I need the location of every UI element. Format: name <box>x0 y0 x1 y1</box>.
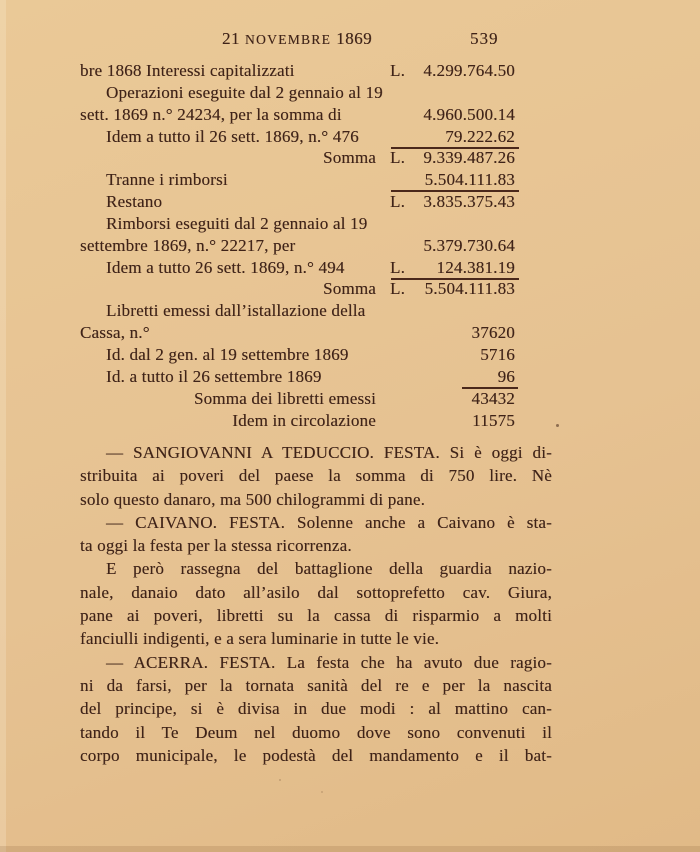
page-header-date <box>222 29 372 49</box>
ledger-label: sett. 1869 n.° 24234, per la somma di <box>80 104 342 124</box>
ledger-value <box>390 345 515 365</box>
ledger-value <box>390 127 515 147</box>
ledger <box>80 61 515 432</box>
ledger-value <box>390 236 515 256</box>
ledger-row <box>80 411 515 433</box>
currency-lire: L. <box>390 257 406 277</box>
header-day: 21 <box>222 29 240 48</box>
ledger-label: Id. a tutto il 26 settembre 1869 <box>106 366 322 386</box>
text-line: fanciulli indigenti, e a sera luminarie in tutte le vie. <box>80 629 440 649</box>
ledger-row <box>80 192 515 214</box>
ledger-value <box>390 105 515 125</box>
ledger-label: Somma <box>323 148 376 168</box>
ledger-label: Idem a tutto 26 sett. 1869, n.° 494 <box>106 257 345 277</box>
text-line: solo questo danaro, ma 500 chilogrammi di pane. <box>80 489 426 509</box>
ledger-label: bre 1868 Interessi capitalizzati <box>80 61 295 80</box>
scan-speck <box>279 779 281 781</box>
text-line: tando il Te Deum nel duomo dove sono convenuti il <box>80 722 552 742</box>
ledger-value <box>390 411 515 431</box>
ledger-amount: 5.504.111.83 <box>424 170 515 190</box>
ledger-amount: 37620 <box>471 323 515 343</box>
ledger-amount: 4.960.500.14 <box>423 104 515 124</box>
ledger-amount: 9.339.487.26 <box>423 148 515 168</box>
ledger-row <box>80 258 515 280</box>
ledger-label: Restano <box>106 192 163 212</box>
text-line: del principe, si è divisa in due modi : al mattino can- <box>80 699 552 719</box>
ledger-amount: 3.835.375.43 <box>423 192 515 212</box>
ledger-row <box>80 105 515 127</box>
ledger-row <box>80 61 515 83</box>
ledger-row <box>80 389 515 411</box>
currency-lire: L. <box>390 279 406 299</box>
ledger-label: Operazioni eseguite dal 2 gennaio al 19 <box>106 82 383 102</box>
page-number: 539 <box>470 29 499 48</box>
ledger-label: settembre 1869, n.° 22217, per <box>80 235 296 255</box>
ledger-label: Idem a tutto il 26 sett. 1869, n.° 476 <box>106 126 359 146</box>
ledger-amount: 5.379.730.64 <box>423 235 515 255</box>
ledger-value <box>390 170 515 190</box>
scan-speck <box>556 424 559 427</box>
ledger-row <box>80 170 515 192</box>
currency-lire: L. <box>390 148 406 168</box>
header-month: NOVEMBRE <box>245 32 332 47</box>
ledger-label: Idem in circolazione <box>232 410 376 430</box>
ledger-value <box>390 61 515 81</box>
text-line: corpo municipale, le podestà del mandamento e il bat- <box>80 745 552 765</box>
body-text <box>80 441 552 767</box>
ledger-value <box>390 279 515 299</box>
ledger-amount: 5716 <box>480 344 515 364</box>
ledger-row <box>80 323 515 345</box>
text-line: stribuita ai poveri del paese la somma di 750 lire. Nè <box>80 466 552 486</box>
ledger-amount: 96 <box>497 366 515 386</box>
ledger-row <box>80 148 515 170</box>
scan-speck <box>321 791 323 793</box>
ledger-row <box>80 301 515 323</box>
text-line: — SANGIOVANNI A TEDUCCIO. FESTA. Si è oggi di- <box>106 443 552 462</box>
ledger-label: Cassa, n.° <box>80 323 150 343</box>
currency-lire: L. <box>390 192 406 212</box>
text-line: nale, danaio dato all’asilo dal sottoprefetto cav. Giura, <box>80 582 552 602</box>
text-line: E però rassegna del battaglione della guardia nazio- <box>106 559 552 579</box>
ledger-label: Somma <box>323 279 376 299</box>
ledger-label: Rimborsi eseguiti dal 2 gennaio al 19 <box>106 213 368 233</box>
ledger-row <box>80 83 515 105</box>
text-line: pane ai poveri, libretti su la cassa di risparmio a molti <box>80 606 552 626</box>
ledger-row <box>80 279 515 301</box>
ledger-row <box>80 345 515 367</box>
text-line: ni da farsi, per la tornata sanità del re e per la nascita <box>80 675 552 695</box>
ledger-label: Tranne i rimborsi <box>106 170 228 190</box>
ledger-value <box>390 192 515 212</box>
ledger-amount: 11575 <box>472 410 515 430</box>
text-line: — CAIVANO. FESTA. Solenne anche a Caivano è sta- <box>106 512 552 532</box>
ledger-row <box>80 367 515 389</box>
ledger-value <box>390 258 515 278</box>
header-year: 1869 <box>336 29 373 48</box>
currency-lire: L. <box>390 61 406 80</box>
ledger-amount: 4.299.764.50 <box>423 61 515 80</box>
text-line: — ACERRA. FESTA. La festa che ha avuto due ragio- <box>106 652 552 672</box>
ledger-amount: 79.222.62 <box>445 126 515 146</box>
ledger-label: Libretti emessi dall’istallazione della <box>106 301 366 321</box>
ledger-amount: 5.504.111.83 <box>424 279 515 299</box>
ledger-row <box>80 236 515 258</box>
ledger-value <box>390 367 515 387</box>
ledger-value <box>390 148 515 168</box>
ledger-value <box>390 323 515 343</box>
ledger-value <box>390 389 515 409</box>
ledger-amount: 124.381.19 <box>436 257 515 277</box>
ledger-amount: 43432 <box>471 388 515 408</box>
ledger-row <box>80 214 515 236</box>
ledger-label: Somma dei libretti emessi <box>193 388 376 408</box>
ledger-row <box>80 127 515 149</box>
ledger-label: Id. dal 2 gen. al 19 settembre 1869 <box>106 344 349 364</box>
text-line: ta oggi la festa per la stessa ricorrenza. <box>80 536 352 556</box>
